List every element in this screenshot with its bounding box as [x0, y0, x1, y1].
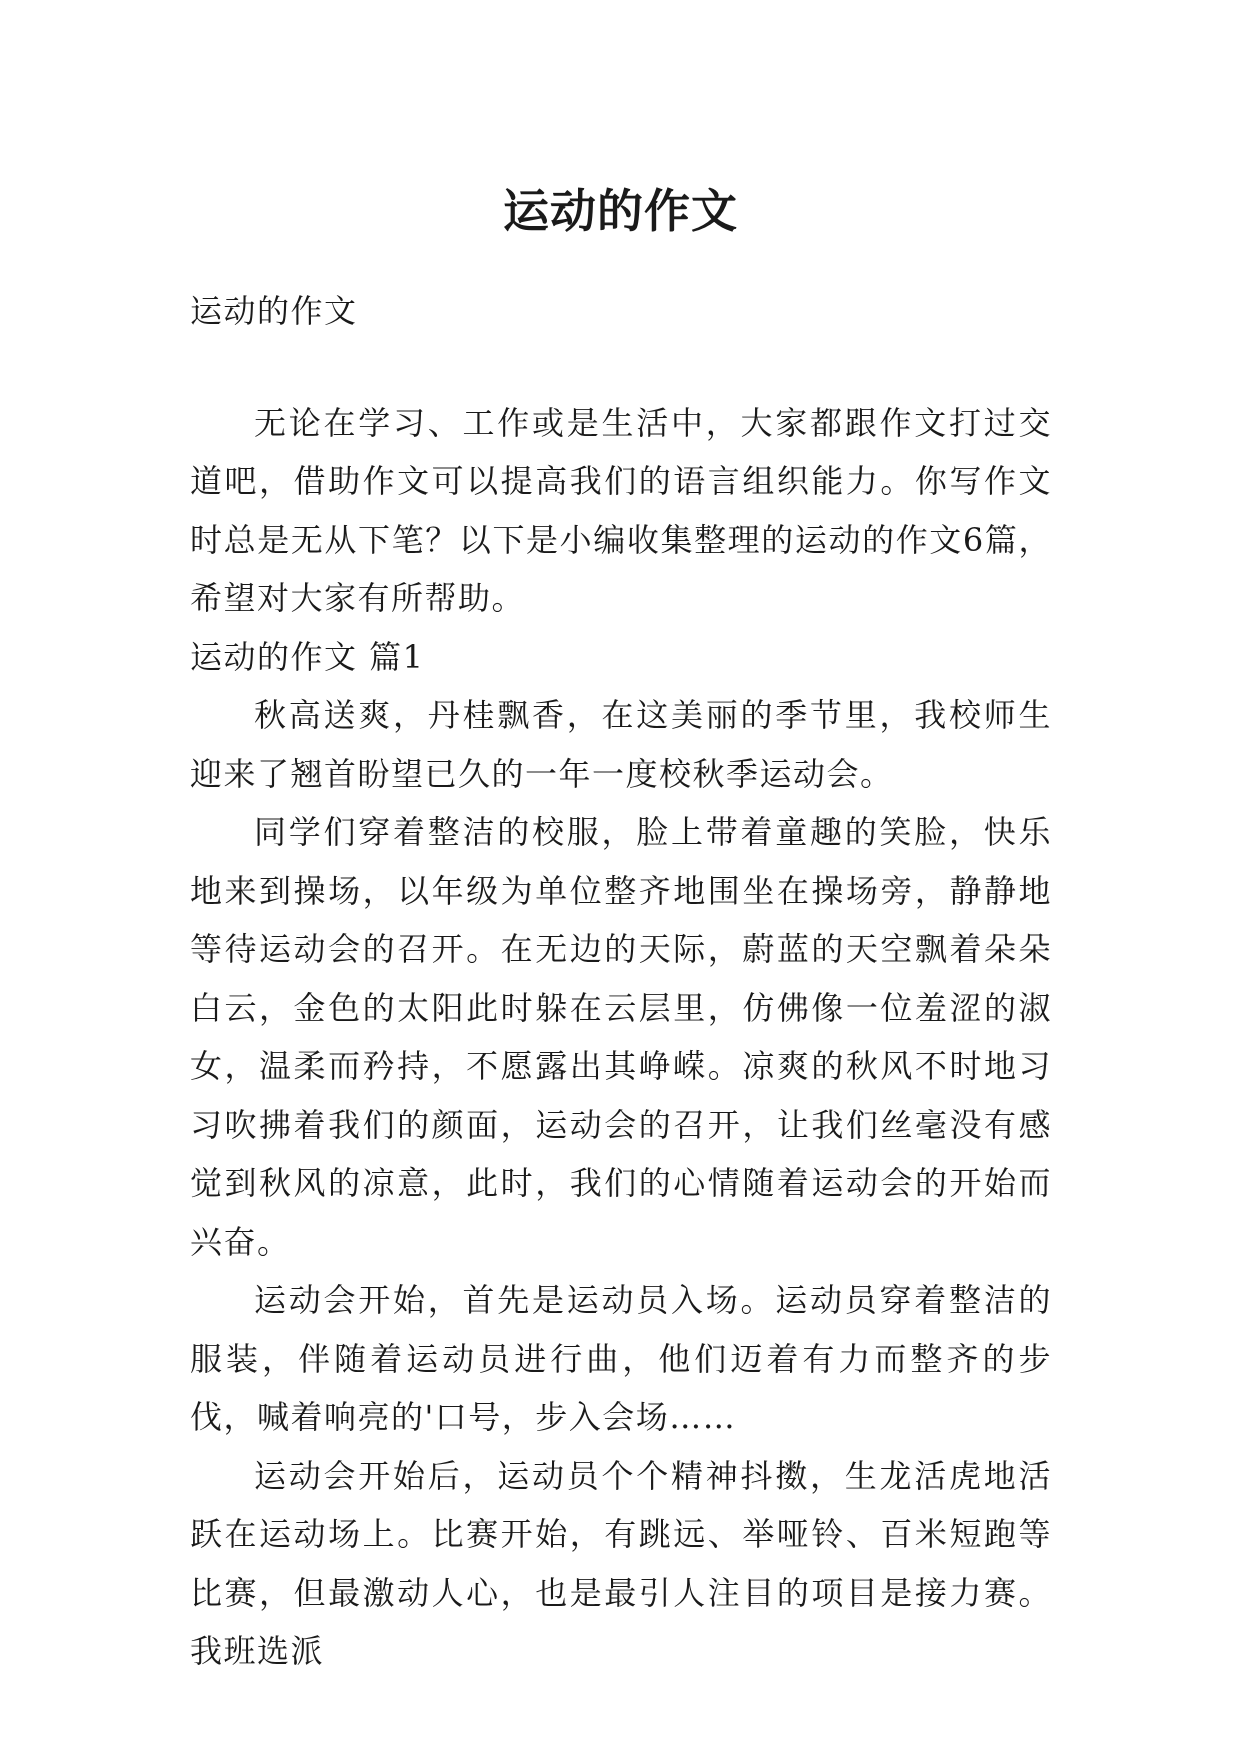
- section-heading: 运动的作文 篇1: [190, 637, 425, 676]
- document-body: [190, 282, 1052, 1681]
- document-subtitle: 运动的作文: [190, 292, 358, 330]
- body-paragraph-2: 同学们穿着整洁的校服，脸上带着童趣的笑脸，快乐地来到操场，以年级为单位整齐地围坐在操场旁，静静地等待运动会的召开。在无边的天际，蔚蓝的天空飘着朵朵白云，金色的太阳此时躲在云层里，仿佛像一位羞涩的淑女，温柔而矜持，不愿露出其峥嵘。凉爽的秋风不时地习习吹拂着我们的颜面，运动会的召开，让我们丝毫没有感觉到秋风的凉意，此时，我们的心情随着运动会的开始而兴奋。: [190, 813, 1052, 1261]
- body-paragraph-1: 秋高送爽，丹桂飘香，在这美丽的季节里，我校师生迎来了翘首盼望已久的一年一度校秋季运动会。: [190, 696, 1052, 793]
- body-paragraph-3: 运动会开始，首先是运动员入场。运动员穿着整洁的服装，伴随着运动员进行曲，他们迈着有力而整齐的步伐，喊着响亮的'口号，步入会场……: [190, 1281, 1052, 1436]
- body-paragraph-4: 运动会开始后，运动员个个精神抖擞，生龙活虎地活跃在运动场上。比赛开始，有跳远、举哑铃、百米短跑等比赛，但最激动人心，也是最引人注目的项目是接力赛。我班选派: [190, 1456, 1052, 1670]
- intro-paragraph: 无论在学习、工作或是生活中，大家都跟作文打过交道吧，借助作文可以提高我们的语言组织能力。你写作文时总是无从下笔？以下是小编收集整理的运动的作文6篇，希望对大家有所帮助。: [190, 403, 1052, 617]
- document-title: 运动的作文: [503, 183, 738, 238]
